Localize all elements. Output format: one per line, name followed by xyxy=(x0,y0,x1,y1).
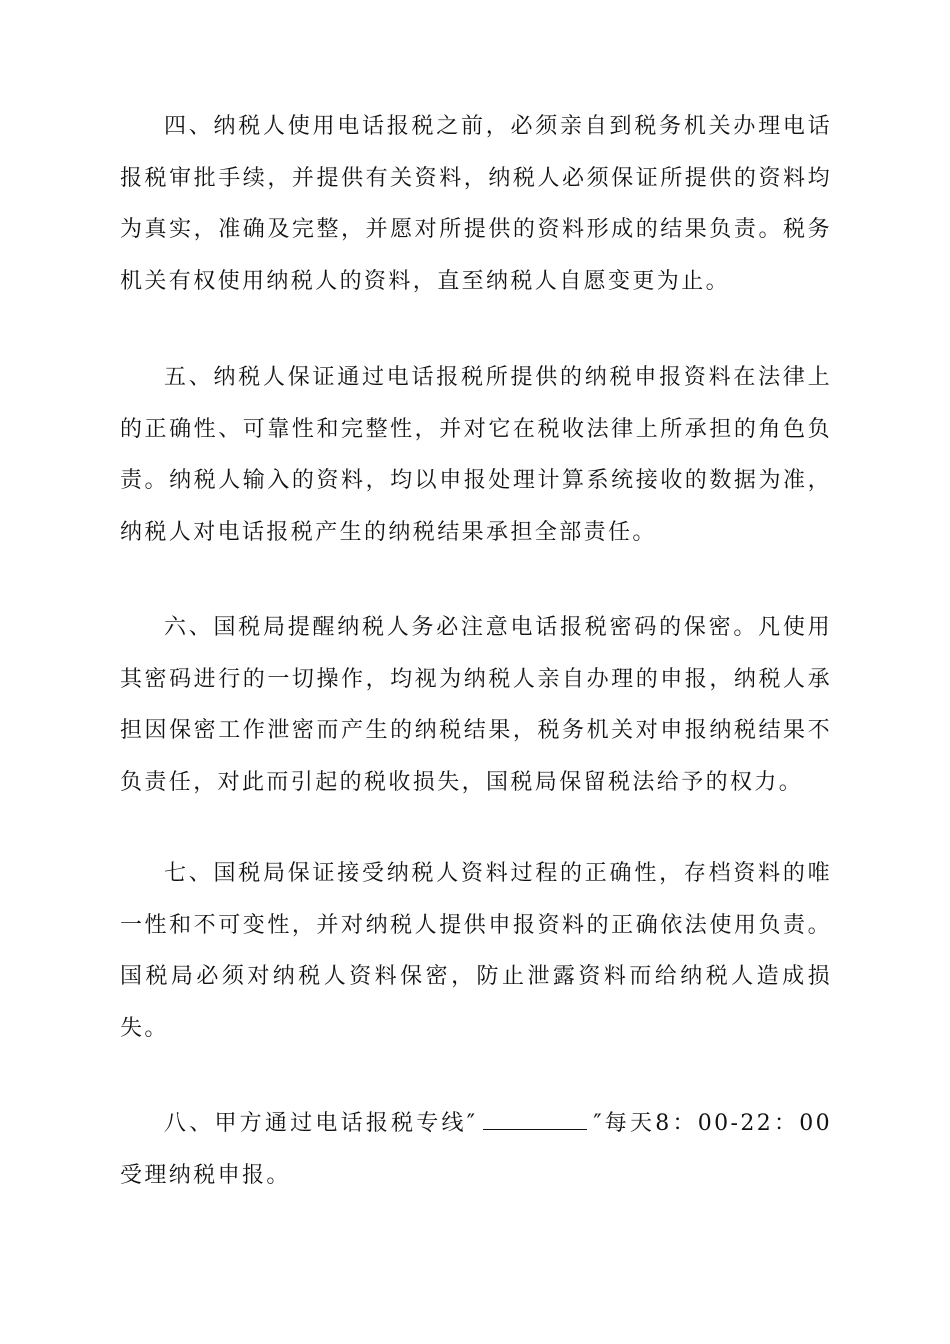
paragraph-item-5: 五、纳税人保证通过电话报税所提供的纳税申报资料在法律上的正确性、可靠性和完整性，并对它在税收法律上所承担的角色负责。纳税人输入的资料，均以申报处理计算系统接收的数据为准，纳税人对电话报税产生的纳税结果承担全部责任。 xyxy=(120,365,832,545)
item-8-text-after: ″每天8：00-22：00受理纳税申报。 xyxy=(120,1111,832,1188)
paragraph-item-7: 七、国税局保证接受纳税人资料过程的正确性，存档资料的唯一性和不可变性，并对纳税人提供申报资料的正确依法使用负责。国税局必须对纳税人资料保密，防止泄露资料而给纳税人造成损失。 xyxy=(120,861,832,1041)
paragraph-item-8 xyxy=(120,1098,832,1201)
item-8-text-before: 八、甲方通过电话报税专线″ xyxy=(164,1111,478,1136)
paragraph-item-4: 四、纳税人使用电话报税之前，必须亲自到税务机关办理电话报税审批手续，并提供有关资料，纳税人必须保证所提供的资料均为真实，准确及完整，并愿对所提供的资料形成的结果负责。税务机关有权使用纳税人的资料，直至纳税人自愿变更为止。 xyxy=(120,114,832,294)
paragraph-item-6: 六、国税局提醒纳税人务必注意电话报税密码的保密。凡使用其密码进行的一切操作，均视为纳税人亲自办理的申报，纳税人承担因保密工作泄密而产生的纳税结果，税务机关对申报纳税结果不负责任，对此而引起的税收损失，国税局保留税法给予的权力。 xyxy=(120,615,832,795)
phone-line-blank xyxy=(483,1111,587,1130)
